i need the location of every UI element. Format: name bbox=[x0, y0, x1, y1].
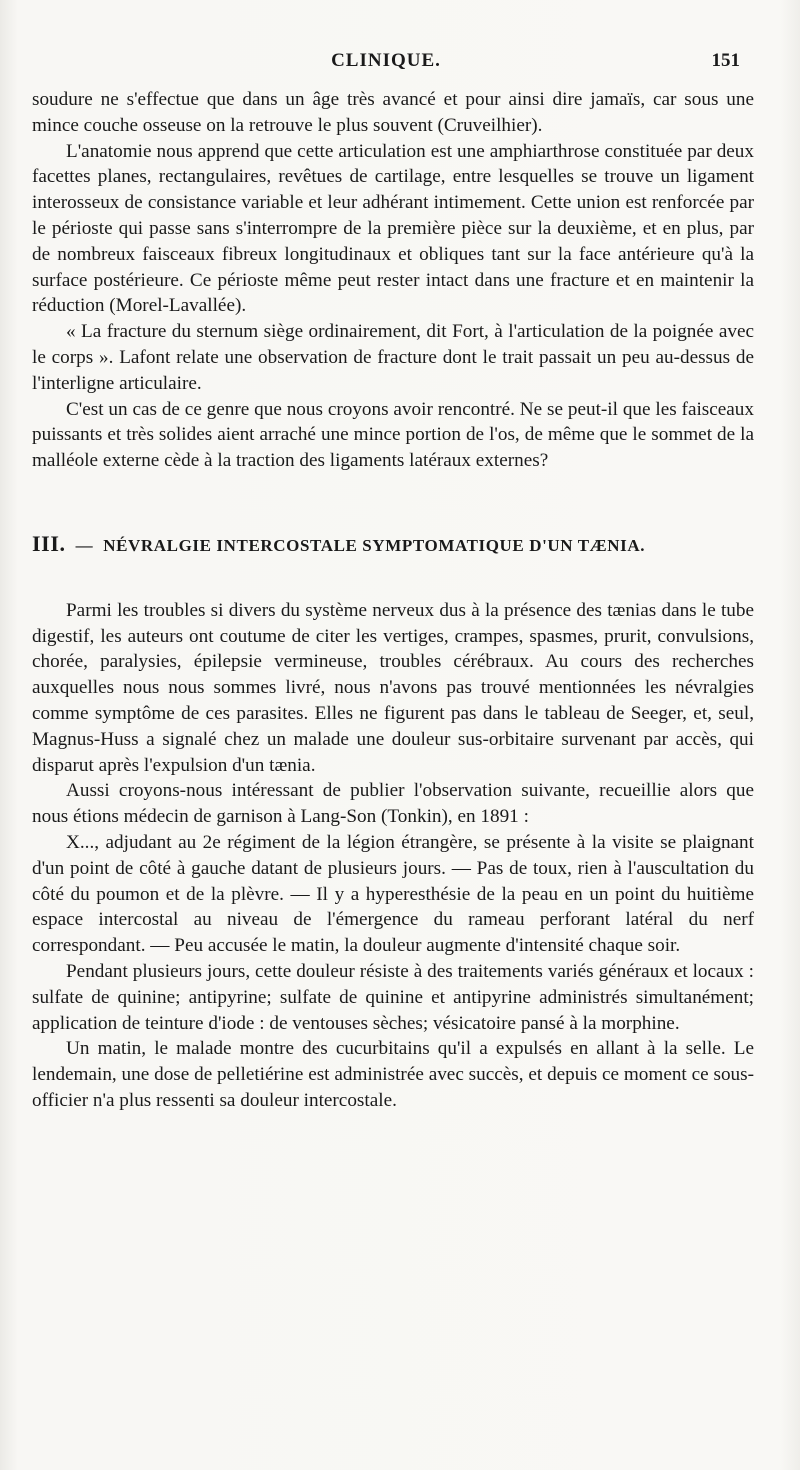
paragraph: Aussi croyons-nous intéressant de publier l'observation suivante, recueillie alors que nous étions médecin de garnison à Lang-Son (Tonkin), en 1891 : bbox=[32, 780, 754, 828]
section-numeral: III. bbox=[32, 530, 66, 556]
paragraph: C'est un cas de ce genre que nous croyons avoir rencontré. Ne se peut-il que les faisceaux puissants et très solides aient arraché une mince portion de l'os, de même que le sommet de la malléole externe cède à la traction des ligaments latéraux externes? bbox=[32, 398, 754, 472]
body-text bbox=[32, 87, 754, 1114]
paragraph: L'anatomie nous apprend que cette articulation est une amphiarthrose constituée par deux facettes planes, rectangulaires, revêtues de cartilage, entre lesquelles se trouve un ligament interosseux de consistance variable et leur adhérant intimement. Cette union est renforcée par le périoste qui passe sans s'interrompre de la première pièce sur la deuxième, et en plus, par de nombreux faisceaux fibreux longitudinaux et obliques tant sur la face antérieure qu'à la surface postérieure. Ce périoste même peut rester intact dans une fracture et en maintenir la réduction (Morel-Lavallée). bbox=[32, 140, 754, 317]
paragraph: « La fracture du sternum siège ordinairement, dit Fort, à l'articulation de la poignée avec le corps ». Lafont relate une observation de fracture dont le trait passait un peu au-dessus de l'interligne articulaire. bbox=[32, 321, 754, 394]
paragraph: Pendant plusieurs jours, cette douleur résiste à des traitements variés généraux et locaux : sulfate de quinine; antipyrine; sulfate de quinine et antipyrine administrés simultanément; application de teinture d'iode : de ventouses sèches; vésicatoire pansé à la morphine. bbox=[32, 960, 754, 1034]
section-dash: — bbox=[75, 535, 94, 555]
running-title: CLINIQUE. bbox=[331, 50, 441, 71]
paragraph: X..., adjudant au 2e régiment de la légion étrangère, se présente à la visite se plaignant d'un point de côté à gauche datant de plusieurs jours. — Pas de toux, rien à l'auscultation du côté du poumon et de la plèvre. — Il y a hyperesthésie de la peau en un point du huitième espace intercostal au niveau de l'émergence du rameau perforant latéral du nerf correspondant. — Peu accusée le matin, la douleur augmente d'intensité chaque soir. bbox=[32, 831, 754, 957]
section-heading bbox=[32, 531, 754, 559]
page-number: 151 bbox=[711, 50, 740, 71]
paragraph: Un matin, le malade montre des cucurbitains qu'il a expulsés en allant à la selle. Le lendemain, une dose de pelletiérine est administrée avec succès, et depuis ce moment ce sous-officier n'a plus ressenti sa douleur intercostale. bbox=[32, 1038, 754, 1111]
section-title: NÉVRALGIE INTERCOSTALE SYMPTOMATIQUE D'UN TÆNIA. bbox=[103, 535, 646, 555]
paragraph: soudure ne s'effectue que dans un âge très avancé et pour ainsi dire jamaïs, car sous une mince couche osseuse on la retrouve le plus souvent (Cruveilhier). bbox=[32, 89, 754, 136]
paragraph: Parmi les troubles si divers du système nerveux dus à la présence des tænias dans le tube digestif, les auteurs ont coutume de citer les vertiges, crampes, spasmes, prurit, convulsions, chorée, paralysies, épilepsie vermineuse, troubles cérébraux. Au cours des recherches auxquelles nous nous sommes livré, nous n'avons pas trouvé mentionnées les névralgies comme symptôme de ces parasites. Elles ne figurent pas dans le tableau de Seeger, et, seul, Magnus-Huss a signalé chez un malade une douleur sus-orbitaire survenant par accès, qui disparut après l'expulsion d'un tænia. bbox=[32, 599, 754, 776]
page-header bbox=[32, 50, 740, 80]
